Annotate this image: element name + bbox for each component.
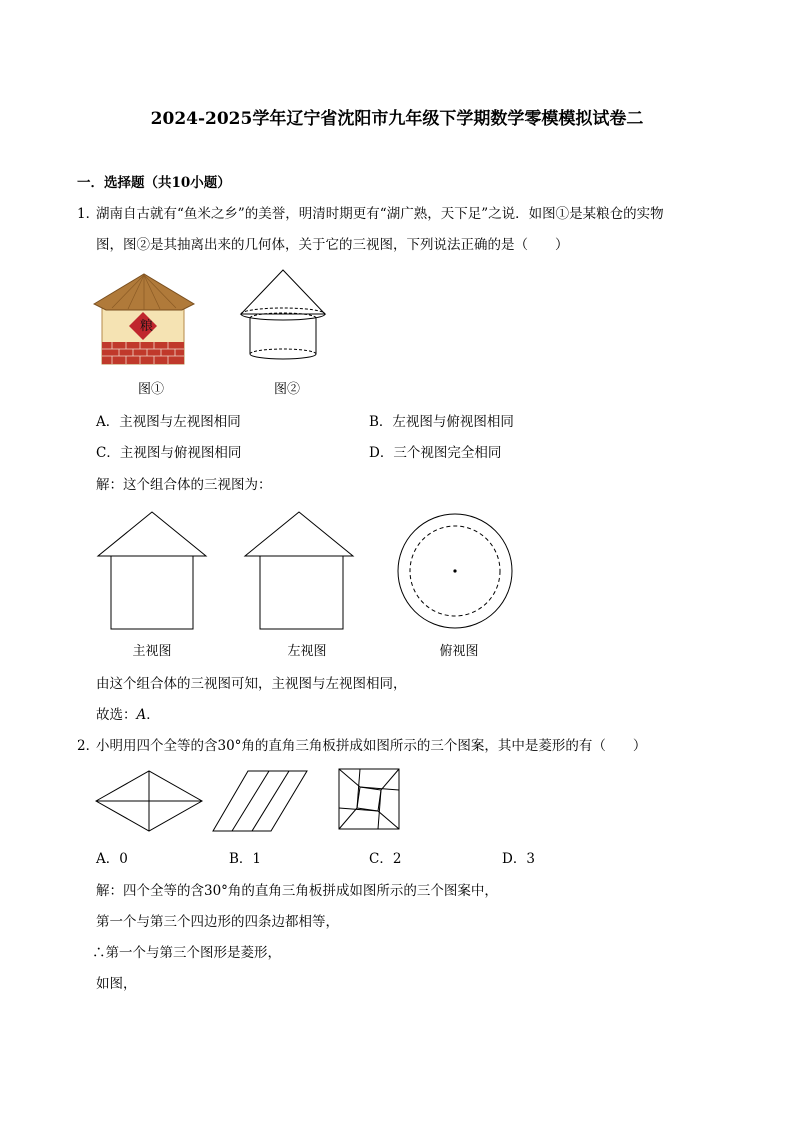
front-view-triangle: [98, 512, 206, 556]
question-1-conclusion: 由这个组合体的三视图可知，主视图与左视图相同，: [96, 676, 407, 692]
inner-square: [357, 787, 381, 811]
square-pinwheel-figure: [338, 768, 400, 830]
question-1-solution-intro: 解：这个组合体的三视图为：: [96, 477, 272, 493]
question-1-number: 1．: [77, 206, 100, 222]
granary-brick-base: [102, 342, 184, 364]
figure-2-caption: 图②: [273, 382, 300, 397]
front-view-caption: 主视图: [132, 644, 172, 659]
side-view-rectangle: [260, 556, 343, 629]
front-view-figure: [96, 510, 208, 632]
parallelogram-inner-line-1: [232, 771, 269, 831]
side-view-caption: 左视图: [287, 644, 327, 659]
square-outline: [339, 769, 399, 829]
question-1-answer: [96, 705, 160, 725]
question-1-option-b: B．左视图与俯视图相同: [369, 414, 514, 430]
parallelogram-figure: [212, 770, 308, 832]
question-2-solution-line-2: 第一个与第三个四边形的四条边都相等，: [96, 914, 339, 930]
question-1-stem-line1: 湖南自古就有“鱼米之乡”的美誉，明清时期更有“湖广熟，天下足”之说．如图①是某粮仓的实物: [96, 206, 664, 222]
top-view-caption: 俯视图: [439, 644, 479, 659]
question-2-option-d: D．3: [502, 851, 535, 867]
question-2-option-c: C．2: [369, 851, 402, 867]
rhombus-figure: [95, 770, 203, 832]
top-view-apex-dot: [453, 569, 456, 572]
parallelogram-inner-line-2: [252, 771, 289, 831]
cone-cylinder-figure: [236, 268, 332, 368]
answer-letter: A: [136, 707, 147, 723]
question-2-stem: 小明用四个全等的含30°角的直角三角板拼成如图所示的三个图案，其中是菱形的有（ ）: [96, 738, 647, 754]
question-2-option-a: A．0: [96, 851, 128, 867]
question-2-solution-line-4: 如图，: [96, 976, 137, 992]
page-title: 2024-2025学年辽宁省沈阳市九年级下学期数学零模模拟试卷二: [150, 109, 644, 129]
question-1-option-c: C．主视图与俯视图相同: [96, 445, 242, 461]
figure-1-caption: 图①: [137, 382, 164, 397]
question-2-solution-line-1: 解：四个全等的含30°角的直角三角板拼成如图所示的三个图案中，: [96, 883, 498, 899]
answer-suffix: ．: [146, 707, 160, 723]
cylinder-bottom-front: [250, 354, 316, 359]
parallelogram-outline: [213, 771, 307, 831]
cone-base-back: [241, 308, 325, 314]
section-heading: 一．选择题（共10小题）: [77, 175, 231, 191]
top-view-figure: [396, 512, 514, 630]
front-view-rectangle: [111, 556, 193, 629]
cone-base-front: [241, 314, 325, 320]
question-2-option-b: B．1: [229, 851, 262, 867]
side-view-figure: [243, 510, 355, 632]
question-1-stem-line2: 图，图②是其抽离出来的几何体，关于它的三视图，下列说法正确的是（ ）: [96, 237, 569, 253]
cone-outline: [241, 270, 325, 314]
answer-prefix: 故选：: [96, 707, 137, 723]
question-1-option-d: D．三个视图完全相同: [369, 445, 502, 461]
question-1-option-a: A．主视图与左视图相同: [96, 414, 241, 430]
question-2-number: 2．: [77, 738, 100, 754]
side-view-triangle: [245, 512, 353, 556]
question-2-solution-line-3: ∴第一个与第三个图形是菱形，: [92, 945, 281, 961]
cylinder-bottom-back: [250, 349, 316, 354]
granary-sign-character: 粮: [140, 319, 154, 334]
